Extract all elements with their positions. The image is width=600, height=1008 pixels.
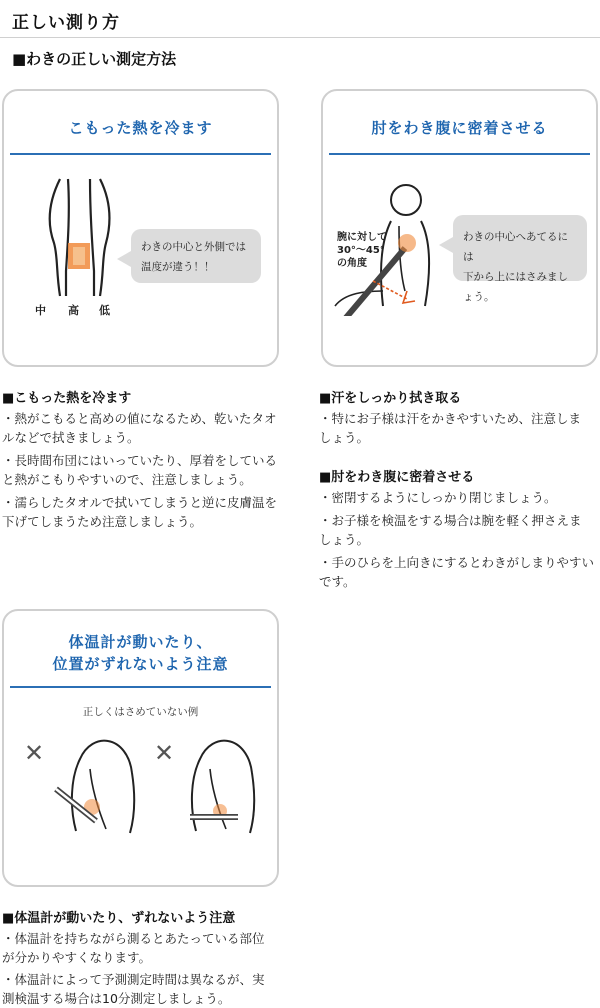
card-heading-rule xyxy=(10,153,271,155)
card-thermometer-slip xyxy=(2,609,279,887)
wrong-position-figure-1 xyxy=(46,729,142,839)
bullet-item xyxy=(319,511,599,549)
caption: 正しくはさめていない例 xyxy=(82,706,199,718)
speech-bubble xyxy=(131,229,261,283)
section-elbow-close xyxy=(319,466,599,591)
section-heading: ■こもった熱を冷ます xyxy=(2,391,132,406)
bullet-line: が分かりやすくなります。 xyxy=(2,950,152,965)
bullet-line: ・密閉するようにしっかり閉じましょう。 xyxy=(319,490,557,505)
section-cool-heat xyxy=(2,387,282,531)
label-low: 低 xyxy=(99,304,110,317)
card-heading-line: 体温計が動いたり、 xyxy=(68,633,213,651)
angle-label-line: 30°〜45° xyxy=(337,245,385,256)
section-heading: ■肘をわき腹に密着させる xyxy=(319,470,475,485)
bullet-line: ルなどで拭きましょう。 xyxy=(2,430,140,445)
bullet-item xyxy=(2,929,292,967)
card-cool-heat xyxy=(2,89,279,367)
speech-bubble xyxy=(453,215,587,303)
bullet-item xyxy=(2,970,292,1008)
bullet-item xyxy=(2,451,282,489)
bullet-line: しょう。 xyxy=(319,532,370,547)
title-divider xyxy=(0,37,600,38)
angle-label-line: 腕に対して xyxy=(337,232,387,243)
section-thermometer-slip xyxy=(2,907,292,1008)
wrong-position-figure-2 xyxy=(176,729,272,839)
section-heading: ■体温計が動いたり、ずれないよう注意 xyxy=(2,911,236,926)
bullet-line: しょう。 xyxy=(319,430,370,445)
cross-icon: ✕ xyxy=(154,739,175,767)
card-heading-rule xyxy=(10,686,271,688)
card-heading: こもった熱を冷ます xyxy=(68,119,213,137)
bullet-line: ・濡らしたタオルで拭いてしまうと逆に皮膚温を xyxy=(2,495,278,510)
section-subtitle: ■わきの正しい測定方法 xyxy=(12,50,177,68)
bullet-line: ・熱がこもると高めの値になるため、乾いたタオ xyxy=(2,411,277,426)
bubble-line: わきの中心と外側では xyxy=(141,241,246,253)
bullet-line: ・長時間布団にはいっていたり、厚着をしている xyxy=(2,453,278,468)
angle-label-line: の角度 xyxy=(337,258,367,269)
bullet-line: です。 xyxy=(319,574,356,589)
bullet-item xyxy=(2,493,282,531)
bubble-line: 温度が違う！！ xyxy=(141,261,215,273)
armpit-figure-illustration xyxy=(30,171,130,301)
bubble-line: わきの中心へあてるには xyxy=(463,231,568,263)
card-heading: 肘をわき腹に密着させる xyxy=(371,119,548,137)
bullet-line: ・特にお子様は汗をかきやすいため、注意しま xyxy=(319,411,582,426)
card-heading-line: 位置がずれないよう注意 xyxy=(52,655,229,673)
bullet-item xyxy=(319,488,599,507)
card-elbow-close xyxy=(321,89,598,367)
bullet-line: ・手のひらを上向きにするとわきがしまりやすい xyxy=(319,555,595,570)
bullet-item xyxy=(319,553,599,591)
cross-icon: ✕ xyxy=(24,739,45,767)
bullet-line: ・体温計によって予測測定時間は異なるが、実 xyxy=(2,972,265,987)
bullet-line: ・体温計を持ちながら測るとあたっている部位 xyxy=(2,931,265,946)
bullet-line: と熱がこもりやすいので、注意しましょう。 xyxy=(2,472,252,487)
bullet-line: 測検温する場合は10分測定しましょう。 xyxy=(2,991,231,1006)
card-heading-rule xyxy=(329,153,590,155)
label-high: 高 xyxy=(68,304,79,317)
bullet-line: ・お子様を検温をする場合は腕を軽く押さえま xyxy=(319,513,582,528)
bullet-line: 下げてしまうため注意しましょう。 xyxy=(2,514,203,529)
bullet-item xyxy=(2,409,282,447)
page-title: 正しい測り方 xyxy=(12,13,120,33)
bullet-item xyxy=(319,409,599,447)
label-center: 中 xyxy=(35,304,46,317)
section-wipe-sweat xyxy=(319,387,599,447)
section-heading: ■汗をしっかり拭き取る xyxy=(319,391,462,406)
bubble-line: 下から上にはさみましょう。 xyxy=(463,271,568,303)
card-heading xyxy=(10,631,271,675)
